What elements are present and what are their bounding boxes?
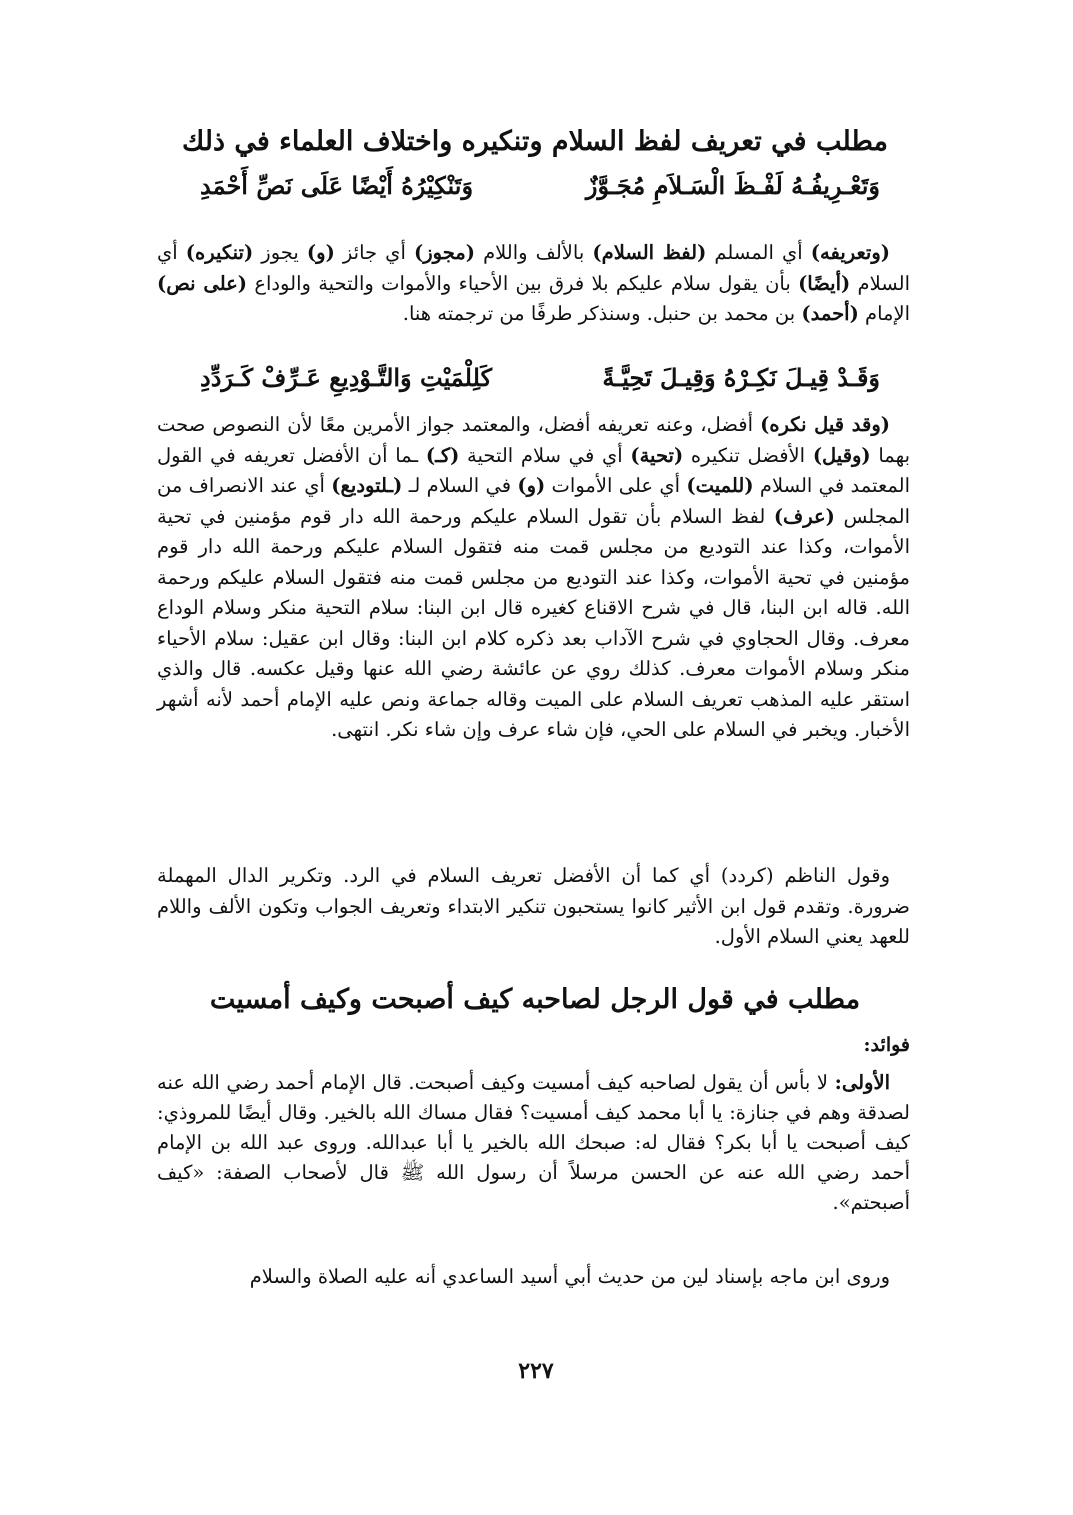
commentary-paragraph-1: (وتعريفه) أي المسلم (لفظ السلام) بالألف واللام (مجوز) أي جائز (و) يجوز (تنكيره) أي السلام (أيضًا) بأن يقول سلام عليكم بلا فرق بين الأحياء والأموات والتحية والوداع (على نص) الإمام (أحمد) بن محمد بن حنبل. وسنذكر طرفًا من ترجمته هنا. bbox=[157, 241, 911, 325]
commentary-paragraph-4: الأولى: لا بأس أن يقول لصاحبه كيف أمسيت وكيف أصبحت. قال الإمام أحمد رضي الله عنه لصدقة وهم في جنازة: يا أبا محمد كيف أمسيت؟ فقال مساك الله بالخير. وقال أيضًا للمروذي: كيف أصبحت يا أبا بكر؟ فقال له: صبحك الله بالخير يا أبا عبدالله. وروى عبد الله بن الإمام أحمد رضي الله عنه عن الحسن مرسلاً أن رسول الله ﷺ قال لأصحاب الصفة: «كيف أصبحتم». bbox=[157, 1071, 910, 1214]
commentary-paragraph-3: وقول الناظم (كردد) أي كما أن الأفضل تعريف السلام في الرد. وتكرير الدال المهملة ضرورة. وتقدم قول ابن الأثير كانوا يستحبون تنكير الابتداء وتعريف الجواب وتكون الألف واللام للعهد يعني السلام الأول. bbox=[157, 864, 910, 948]
commentary-paragraph-5: وروى ابن ماجه بإسناد لين من حديث أبي أسيد الساعدي أنه عليه الصلاة والسلام bbox=[249, 1265, 890, 1288]
verse-line-2 bbox=[200, 356, 880, 400]
verse-1-first-hemistich: وَتَعْـرِيفُـهُ لَفْـظَ الْسَـلاَمِ مُجَـوَّزٌ bbox=[585, 171, 880, 200]
verse-2-first-hemistich: وَقَـدْ قِيـلَ نَكِـرْهُ وَقِيـلَ تَحِيَّـةً bbox=[602, 363, 880, 392]
fawaid-label: فوائد: bbox=[863, 1034, 910, 1056]
verse-1-second-hemistich: وَتَنْكِيْرُهُ أَيْضًا عَلَى نَصِّ أَحْمَدِ bbox=[200, 171, 474, 200]
page-number: ٢٢٧ bbox=[518, 1358, 554, 1384]
verse-line-1 bbox=[200, 164, 880, 208]
section-heading-greeting: مطلب في قول الرجل لصاحبه كيف أصبحت وكيف أمسيت bbox=[209, 984, 861, 1015]
verse-2-second-hemistich: كَلِلْمَيْتِ وَالتَّـوْدِيعِ عَـرِّفْ كَـرَدِّدِ bbox=[200, 363, 492, 392]
section-heading-definite-salam: مطلب في تعريف لفظ السلام وتنكيره واختلاف العلماء في ذلك bbox=[181, 126, 889, 157]
commentary-paragraph-2: (وقد قيل نكره) أفضل، وعنه تعريفه أفضل، والمعتمد جواز الأمرين معًا لأن النصوص صحت بهما (وقيل) الأفضل تنكيره (تحية) أي في سلام التحية (كـ) ـما أن الأفضل تعريفه في القول المعتمد في السلام (للميت) أي على الأموات (و) في السلام لـ (ـلتوديع) أي عند الانصراف من المجلس (عرف) لفظ السلام بأن تقول السلام عليكم ورحمة الله دار قوم مؤمنين في تحية الأموات، وكذا عند التوديع من مجلس قمت منه فتقول السلام عليكم ورحمة الله دار قوم مؤمنين في تحية الأموات، وكذا عند التوديع من مجلس قمت منه فتقول السلام عليكم ورحمة الله. قاله ابن البنا، قال في شرح الاقناع كغيره قال ابن البنا: سلام التحية منكر وسلام الوداع معرف. وقال الحجاوي في شرح الآداب بعد ذكره كلام ابن البنا: وقال ابن عقيل: سلام الأحياء منكر وسلام الأموات معرف. كذلك روي عن عائشة رضي الله عنها وقيل عكسه. قال والذي استقر عليه المذهب تعريف السلام على الميت وقاله جماعة ونص عليه الإمام أحمد لأنه أشهر الأخبار. ويخبر في السلام على الحي، فإن شاء عرف وإن شاء نكر. انتهى. bbox=[157, 413, 910, 741]
